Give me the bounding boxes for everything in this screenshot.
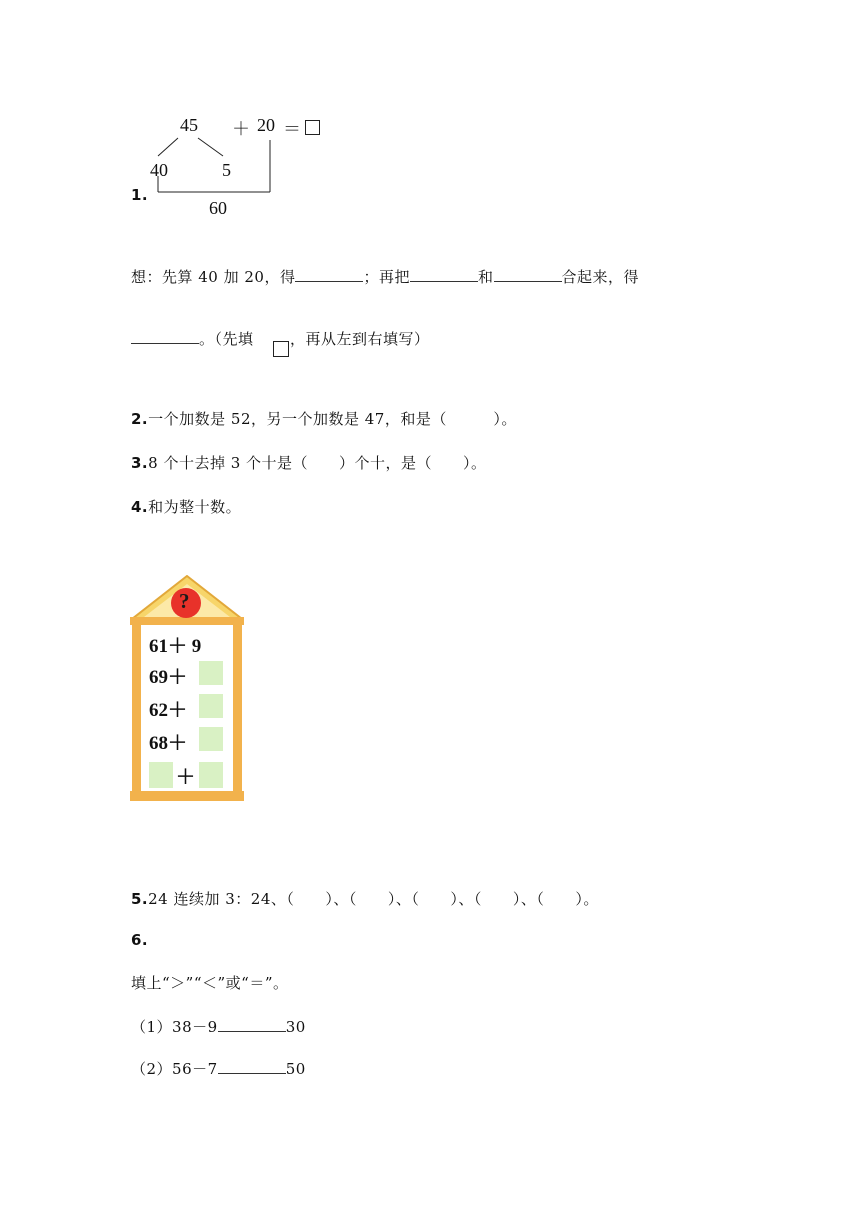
diagram-bottom-number: 60 xyxy=(209,198,227,218)
q4-house-picture xyxy=(130,575,244,803)
q6-item-2-blank[interactable] xyxy=(218,1059,286,1074)
house-row-1: 61＋ 9 xyxy=(149,636,202,657)
q6-instruction: 填上“＞”“＜”或“＝”。 xyxy=(131,974,289,992)
house-blank-5a[interactable] xyxy=(149,762,173,788)
house-panel xyxy=(141,625,233,791)
diagram-left-split: 40 xyxy=(150,160,168,180)
house-blank-2[interactable] xyxy=(199,661,223,685)
q3-line xyxy=(131,452,487,473)
q5-line xyxy=(131,888,599,909)
diagram-top-number: 45 xyxy=(180,115,198,135)
q2-line xyxy=(131,408,517,429)
q6-number: 6. xyxy=(131,931,149,949)
q1-number: 1. xyxy=(131,186,149,204)
diagram-answer-box[interactable] xyxy=(305,120,320,135)
q6-item-1-right: 30 xyxy=(285,1018,306,1036)
diagram-right-split: 5 xyxy=(222,160,231,180)
diagram-plus-sign: ＋ xyxy=(232,119,250,139)
diagram-addend: 20 xyxy=(257,115,275,135)
q4-line xyxy=(131,496,241,517)
q3-number: 3. xyxy=(131,454,149,472)
q1-blank-4[interactable] xyxy=(131,329,199,344)
q5-number: 5. xyxy=(131,890,149,908)
house-blank-3[interactable] xyxy=(199,694,223,718)
q1-text-part5: 。（先填 xyxy=(199,330,254,348)
q1-blank-1[interactable] xyxy=(295,267,363,282)
q4-text: 和为整十数。 xyxy=(148,498,242,516)
diagram-equals: ＝ xyxy=(283,119,301,139)
question-mark-icon: ? xyxy=(179,589,190,613)
q2-text: 一个加数是 52，另一个加数是 47，和是（ ）。 xyxy=(148,410,517,428)
q1-text-line2 xyxy=(131,328,254,349)
q6-item-1-blank[interactable] xyxy=(218,1017,286,1032)
house-blank-5b[interactable] xyxy=(199,762,223,788)
house-row-3: 62＋ xyxy=(149,700,188,721)
q2-number: 2. xyxy=(131,410,149,428)
q1-blank-3[interactable] xyxy=(494,267,562,282)
q6-item-2 xyxy=(131,1058,306,1079)
q1-blank-2[interactable] xyxy=(410,267,478,282)
q1-text-part2: ；再把 xyxy=(363,268,410,286)
house-row-5-plus: ＋ xyxy=(176,767,196,788)
house-row-4: 68＋ xyxy=(149,733,188,754)
q6-item-1 xyxy=(131,1016,306,1037)
q5-text: 24 连续加 3：24、（ ）、（ ）、（ ）、（ ）、（ ）。 xyxy=(148,890,599,908)
q1-text-part3: 和 xyxy=(478,268,494,286)
q4-number: 4. xyxy=(131,498,149,516)
q6-item-1-label: （1）38－9 xyxy=(131,1018,218,1036)
q1-text-line1 xyxy=(131,266,639,287)
house-left-pillar xyxy=(132,625,141,795)
q6-item-2-right: 50 xyxy=(285,1060,306,1078)
q1-text-part4: 合起来，得 xyxy=(561,268,640,286)
q3-text: 8 个十去掉 3 个十是（ ）个十，是（ ）。 xyxy=(148,454,487,472)
q1-text-part6: ，再从左到右填写） xyxy=(290,330,430,348)
house-right-pillar xyxy=(233,625,242,795)
house-row-2: 69＋ xyxy=(149,667,188,688)
house-blank-4[interactable] xyxy=(199,727,223,751)
house-base xyxy=(130,791,244,801)
q1-inline-box xyxy=(273,341,289,357)
q1-text-part1: 想：先算 40 加 20，得 xyxy=(131,268,296,286)
q6-item-2-label: （2）56－7 xyxy=(131,1060,218,1078)
